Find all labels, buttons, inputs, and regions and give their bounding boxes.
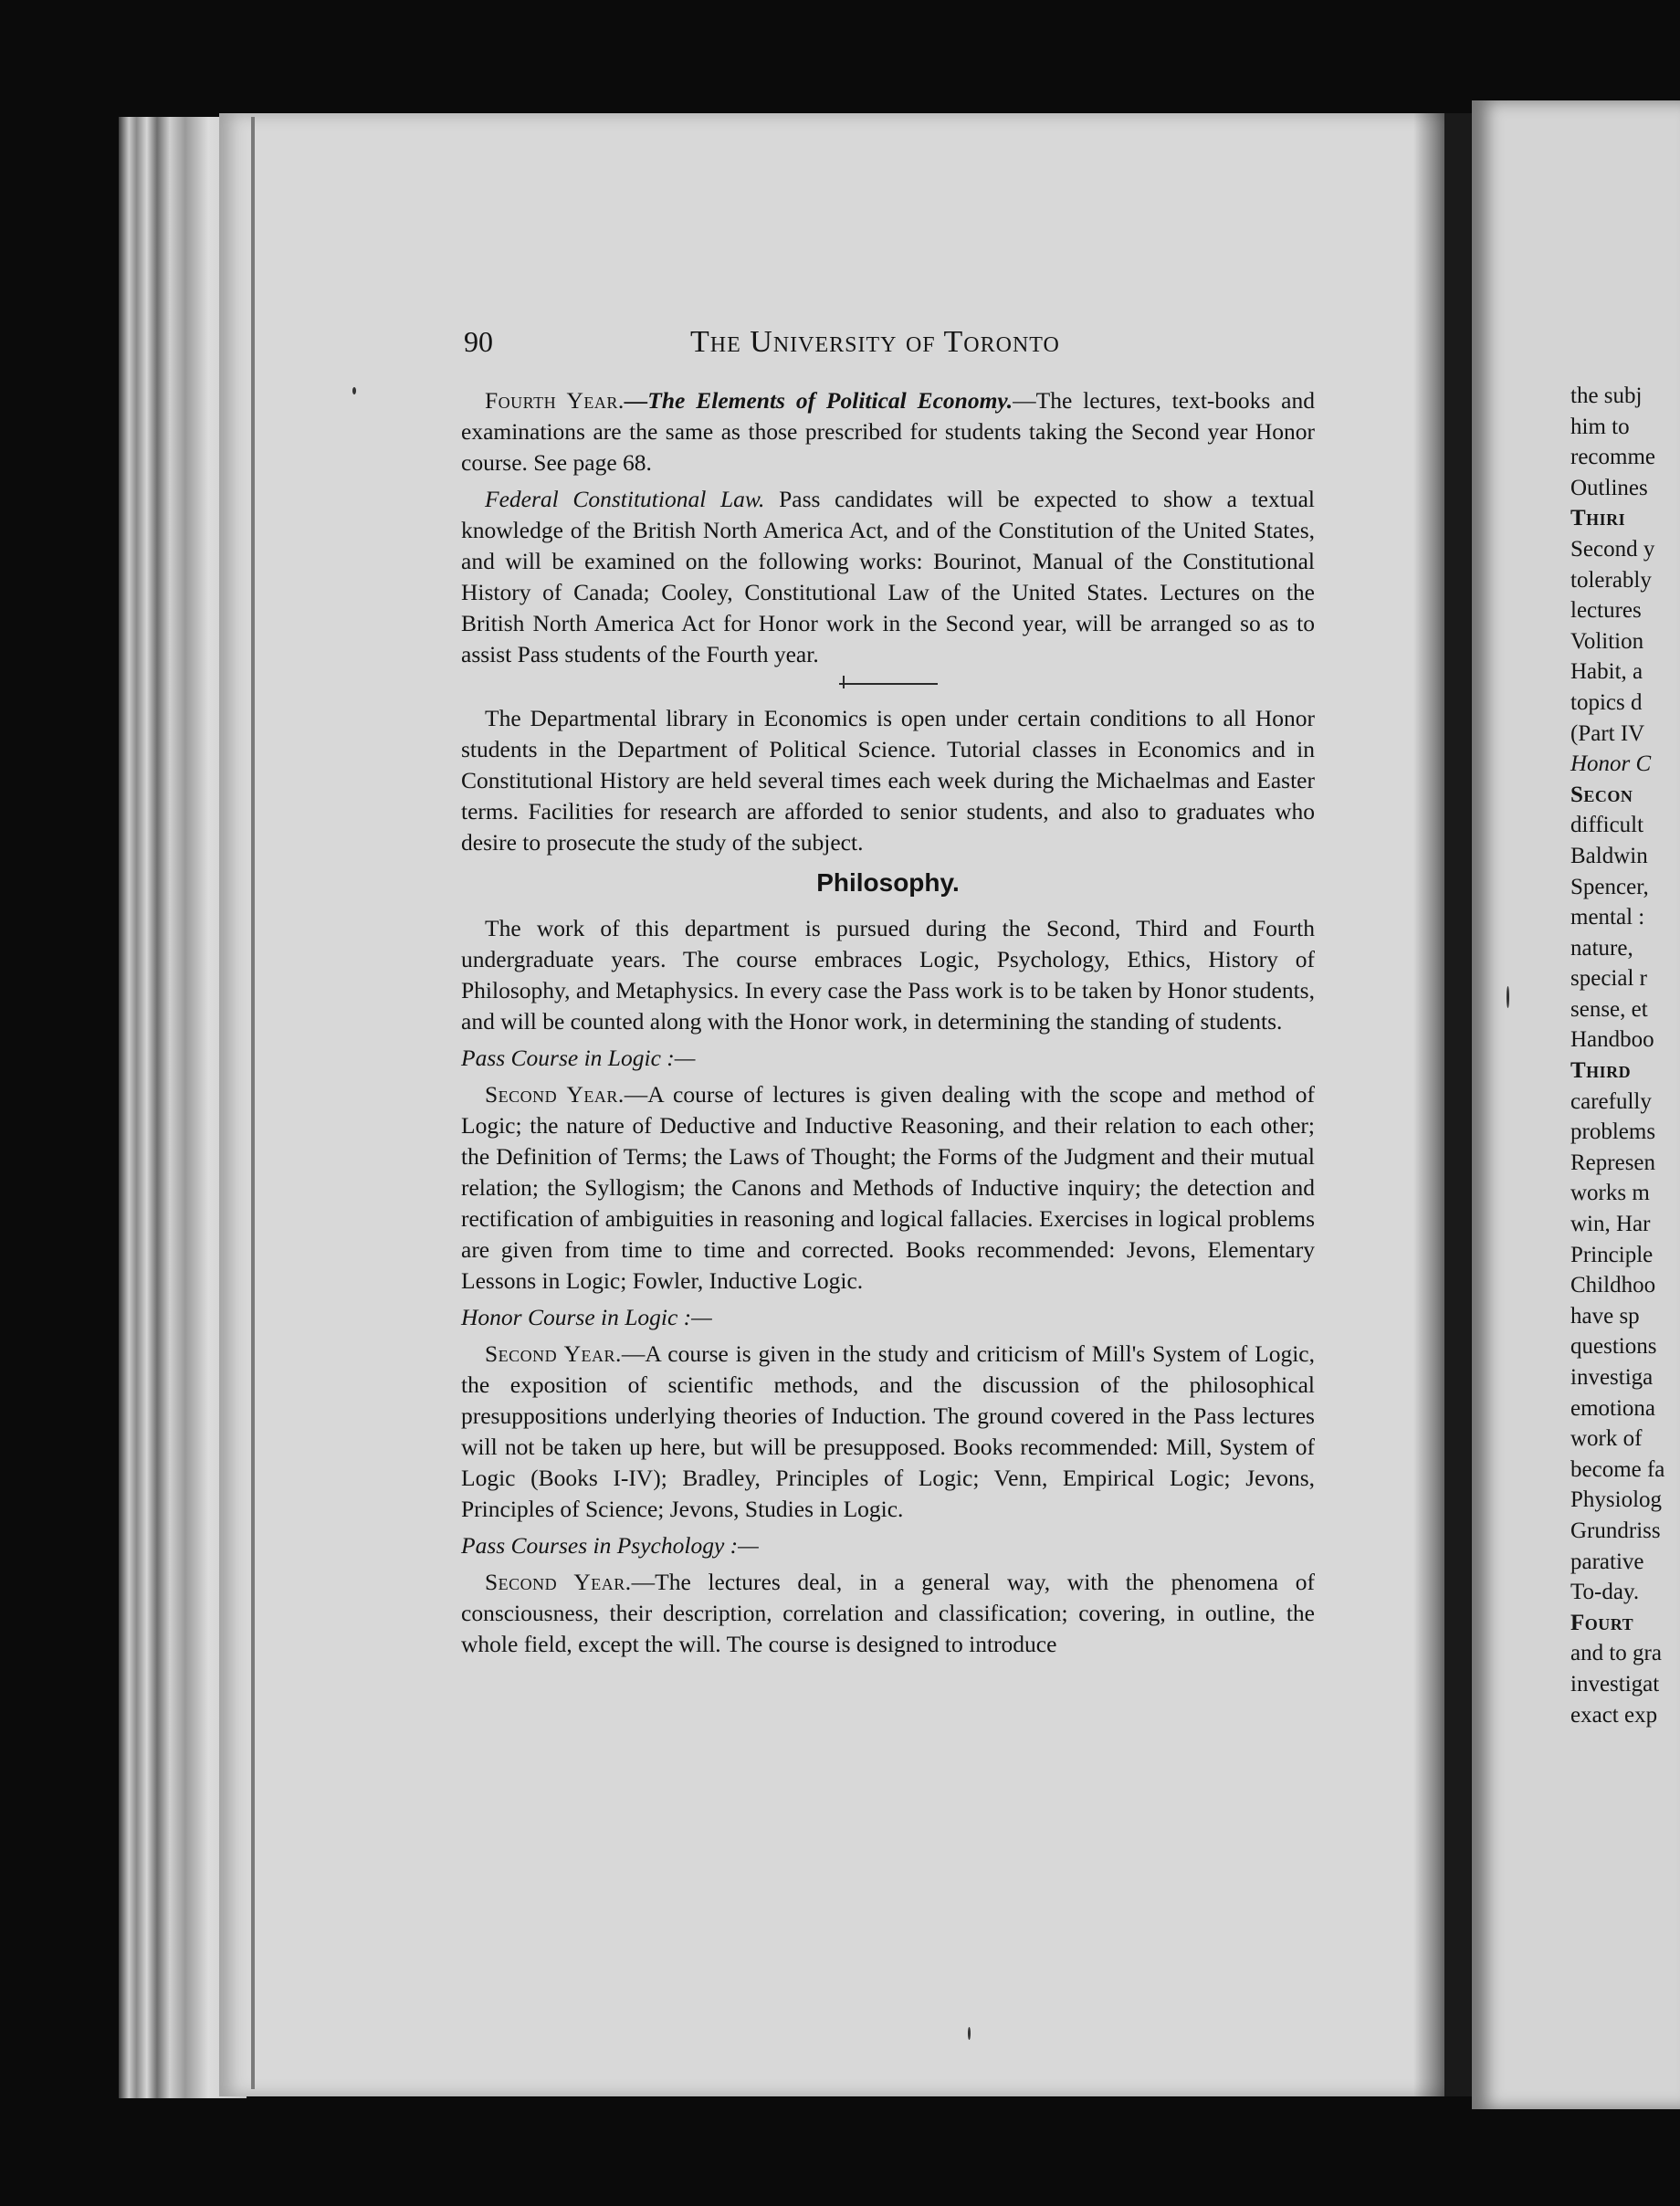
right-page-line: Spencer, xyxy=(1570,874,1649,899)
right-page-line: nature, xyxy=(1570,935,1633,961)
text-pass-psychology: —The lectures deal, in a general way, with the phenomena of consciousness, their description, correlation and classification; covering, in outline, the whole field, except the will. The course is designed to introduce xyxy=(461,1569,1315,1657)
right-page-line: topics d xyxy=(1570,689,1643,715)
right-page-line: lectures xyxy=(1570,598,1642,624)
right-page-line: difficult xyxy=(1570,813,1644,838)
right-page-line: problems xyxy=(1570,1119,1656,1145)
right-page-line: works m xyxy=(1570,1181,1650,1206)
right-page-line: Principle xyxy=(1570,1242,1654,1267)
scan-speck xyxy=(968,2027,971,2040)
right-page-line: parative xyxy=(1570,1549,1644,1574)
right-page-line: questions xyxy=(1570,1334,1657,1360)
right-page-line: Second y xyxy=(1570,536,1655,562)
heading-pass-psychology: Pass Courses in Psychology :— xyxy=(461,1532,759,1559)
right-page-line: and to gra xyxy=(1570,1641,1662,1666)
right-page-line: Honor C xyxy=(1570,751,1652,777)
right-page-line: the subj xyxy=(1570,383,1643,408)
right-page-line: mental : xyxy=(1570,905,1645,930)
right-page-text xyxy=(1570,381,1680,1730)
page-number: 90 xyxy=(464,325,493,358)
right-page-line: recomme xyxy=(1570,445,1656,470)
paragraph-library xyxy=(461,703,1315,858)
text-philosophy-intro: The work of this department is pursued during the Second, Third and Fourth undergraduate years. The course embraces Logic, Psychology, Ethics, History of Philosophy, and Metaphysics. In every case the Pass work is to be taken by Honor students, and will be counted along with the Honor work, in determining the standing of students. xyxy=(461,915,1315,1035)
section-divider xyxy=(839,683,938,685)
book-spine xyxy=(1444,113,1472,2096)
right-page-line: To-day. xyxy=(1570,1580,1640,1605)
paragraph-pass-psychology xyxy=(461,1567,1315,1660)
right-page-line: have sp xyxy=(1570,1303,1640,1329)
page-header xyxy=(464,325,1315,362)
right-page-line: Fourt xyxy=(1570,1610,1634,1635)
right-page-line: become fa xyxy=(1570,1456,1665,1482)
section-title-philosophy: Philosophy. xyxy=(816,868,960,897)
right-page-line: Baldwin xyxy=(1570,843,1648,868)
paragraph-philosophy-intro xyxy=(461,913,1315,1037)
page-body xyxy=(461,385,1315,1665)
text-library: The Departmental library in Economics is open under certain conditions to all Honor students in the Department of Political Science. Tutorial classes in Economics and in Constitutional History are held several times each week during the Michaelmas and Easter terms. Facilities for research are afforded to senior students, and also to graduates who desire to prosecute the study of the subject. xyxy=(461,705,1315,856)
paragraph-pass-logic xyxy=(461,1079,1315,1297)
paragraph-honor-logic xyxy=(461,1339,1315,1525)
right-page-line: Represen xyxy=(1570,1150,1656,1175)
right-page-line: special r xyxy=(1570,966,1647,992)
lead-second-year-logic: Second Year. xyxy=(485,1081,625,1108)
right-page-line: carefully xyxy=(1570,1088,1652,1114)
right-page-line: emotiona xyxy=(1570,1395,1656,1421)
text-constitutional-law: Pass candidates will be expected to show a textual knowledge of the British North America Act, and of the Constitution of the United States, and will be examined on the following works: Bourinot, Manual of the Constitutional History of Canada; Cooley, Constitutional Law of the United States. Lectures on the British North America Act for Honor work in the Second year, will be arranged so as to assist Pass students of the Fourth year. xyxy=(461,486,1315,667)
heading-pass-logic: Pass Course in Logic :— xyxy=(461,1045,696,1071)
paragraph-constitutional-law xyxy=(461,484,1315,670)
right-page-line: sense, et xyxy=(1570,996,1648,1022)
text-honor-logic: —A course is given in the study and criticism of Mill's System of Logic, the exposition of scientific methods, and the discussion of the philosophical presuppositions underlying theories of Induction. The ground covered in the Pass lectures will not be taken up here, but will be presupposed. Books recommended: Mill, System of Logic (Books I-IV); Bradley, Principles of Logic; Venn, Empirical Logic; Jevons, Principles of Science; Jevons, Studies in Logic. xyxy=(461,1340,1315,1522)
lead-fourth-year: Fourth Year. xyxy=(485,387,625,414)
text-pass-logic: —A course of lectures is given dealing with the scope and method of Logic; the nature of Deductive and Inductive Reasoning, and their relation to each other; the Definition of Terms; the Laws of Thought; the Forms of the Judgment and their mutual relation; the Syllogism; the Canons and Methods of Inductive inquiry; the detection and rectification of ambiguities in reasoning and logical fallacies. Exercises in logical problems are given from time to time and corrected. Books recommended: Jevons, Elementary Lessons in Logic; Fowler, Inductive Logic. xyxy=(461,1081,1315,1294)
running-title: The University of Toronto xyxy=(690,325,1060,359)
right-page-line: win, Har xyxy=(1570,1212,1651,1237)
right-page-line: tolerably xyxy=(1570,567,1652,593)
paragraph-fourth-year xyxy=(461,385,1315,478)
heading-honor-logic: Honor Course in Logic :— xyxy=(461,1304,712,1330)
scan-speck xyxy=(1507,986,1509,1008)
right-page-line: work of xyxy=(1570,1426,1643,1452)
right-page-line: Third xyxy=(1570,1058,1632,1084)
right-page-line: Habit, a xyxy=(1570,659,1643,685)
right-page-line: him to xyxy=(1570,414,1630,439)
right-page-line: Childhoo xyxy=(1570,1273,1656,1298)
lead-second-year-psychology: Second Year. xyxy=(485,1569,632,1595)
right-page-line: Physiolog xyxy=(1570,1487,1663,1513)
right-page-line: Handboo xyxy=(1570,1027,1654,1053)
text-political-economy: —The lectures, text-books and examinations are the same as those prescribed for students taking the Second year Honor course. See page 68. xyxy=(461,387,1315,476)
right-page-line: investigat xyxy=(1570,1671,1660,1697)
right-page-line: Outlines xyxy=(1570,475,1648,500)
page-border-line xyxy=(251,117,255,2089)
right-page-line: exact exp xyxy=(1570,1702,1658,1728)
right-page-line: Grundriss xyxy=(1570,1518,1661,1543)
scan-speck xyxy=(352,387,356,394)
right-page-line: Thiri xyxy=(1570,506,1626,531)
title-political-economy: —The Elements of Political Economy. xyxy=(624,387,1013,414)
right-page-line: investiga xyxy=(1570,1365,1654,1390)
right-page-line: Secon xyxy=(1570,782,1633,807)
right-page-line: (Part IV xyxy=(1570,720,1645,746)
right-page-line: Volition xyxy=(1570,628,1644,654)
title-constitutional-law: Federal Constitutional Law. xyxy=(485,486,765,512)
right-page-fragment xyxy=(1472,100,1680,2109)
gutter-shadow xyxy=(1413,113,1448,2096)
lead-second-year-honor: Second Year. xyxy=(485,1340,622,1367)
